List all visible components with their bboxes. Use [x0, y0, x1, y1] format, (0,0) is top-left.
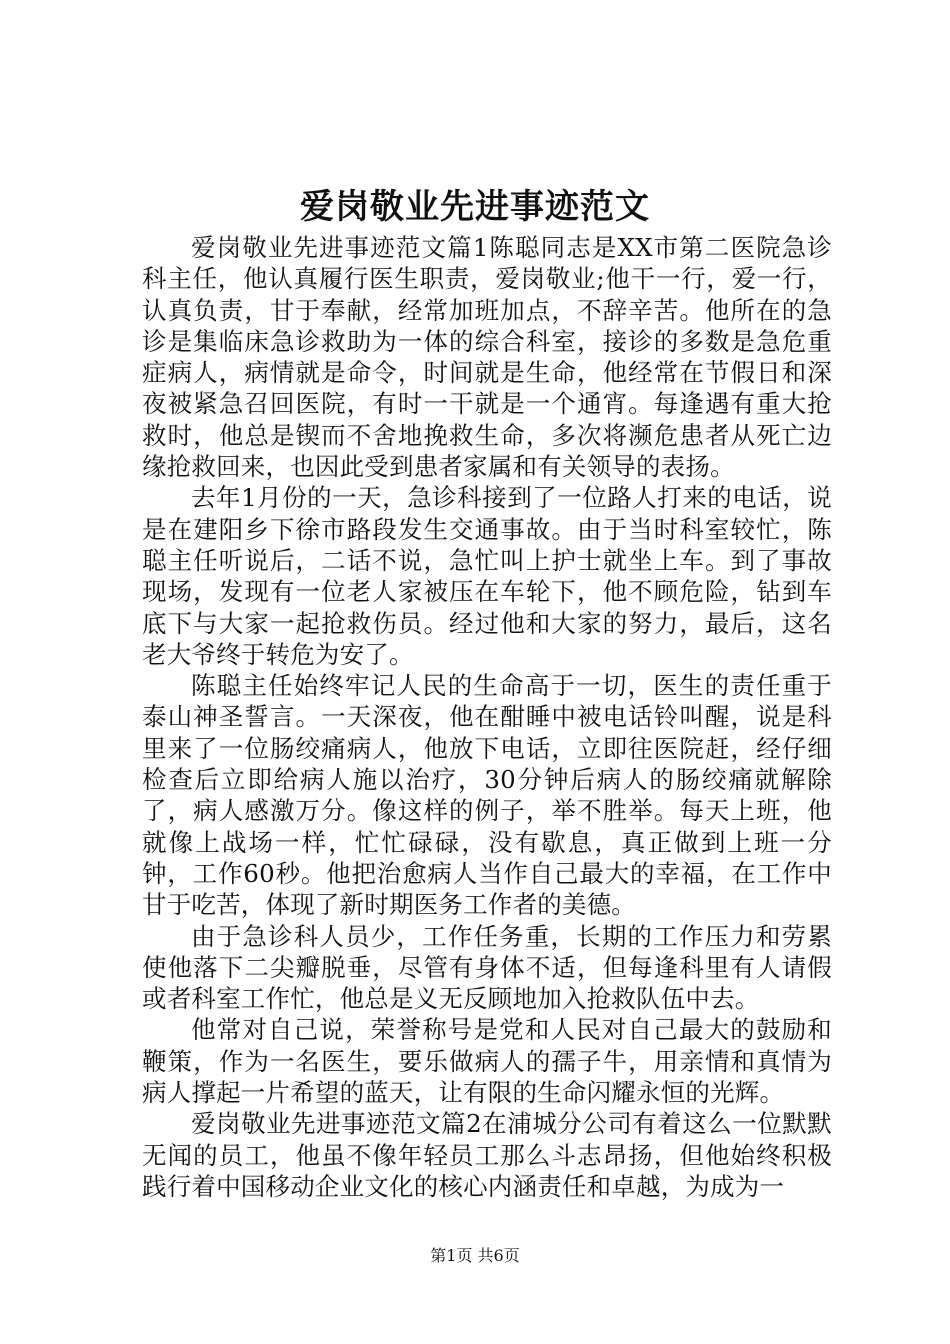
paragraph: 爱岗敬业先进事迹范文篇1陈聪同志是XX市第二医院急诊科主任，他认真履行医生职责，爱岗敬业;他干一行，爱一行，认真负责，甘于奉献，经常加班加点，不辞辛苦。他所在的急诊是集临床急诊救助为一体的综合科室，接诊的多数是急危重症病人，病情就是命令，时间就是生命，他经常在节假日和深夜被紧急召回医院，有时一干就是一个通宵。每逢遇有重大抢救时，他总是锲而不舍地挽救生命，多次将濒危患者从死亡边缘抢救回来，也因此受到患者家属和有关领导的表扬。	[142, 233, 832, 482]
paragraph: 爱岗敬业先进事迹范文篇2在浦城分公司有着这么一位默默无闻的员工，他虽不像年轻员工那么斗志昂扬，但他始终积极践行着中国移动企业文化的核心内涵责任和卓越，为成为一	[142, 1109, 832, 1201]
document-body	[142, 232, 832, 1202]
document-title: 爱岗敬业先进事迹范文	[300, 187, 650, 227]
paragraph: 他常对自己说，荣誉称号是党和人民对自己最大的鼓励和鞭策，作为一名医生，要乐做病人的孺子牛，用亲情和真情为病人撑起一片希望的蓝天，让有限的生命闪耀永恒的光辉。	[142, 1015, 832, 1108]
paragraph: 陈聪主任始终牢记人民的生命高于一切，医生的责任重于泰山神圣誓言。一天深夜，他在酣睡中被电话铃叫醒，说是科里来了一位肠绞痛病人，他放下电话，立即往医院赶，经仔细检查后立即给病人施以治疗，30分钟后病人的肠绞痛就解除了，病人感激万分。像这样的例子，举不胜举。每天上班，他就像上战场一样，忙忙碌碌，没有歇息，真正做到上班一分钟，工作60秒。他把治愈病人当作自己最大的幸福，在工作中甘于吃苦，体现了新时期医务工作者的美德。	[142, 671, 832, 920]
paragraph: 去年1月份的一天，急诊科接到了一位路人打来的电话，说是在建阳乡下徐市路段发生交通事故。由于当时科室较忙，陈聪主任听说后，二话不说，急忙叫上护士就坐上车。到了事故现场，发现有一位老人家被压在车轮下，他不顾危险，钻到车底下与大家一起抢救伤员。经过他和大家的努力，最后，这名老大爷终于转危为安了。	[142, 483, 832, 669]
paragraph: 由于急诊科人员少，工作任务重，长期的工作压力和劳累使他落下二尖瓣脱垂，尽管有身体不适，但每逢科里有人请假或者科室工作忙，他总是义无反顾地加入抢救队伍中去。	[142, 921, 832, 1014]
page-number-footer: 第1页 共6页	[430, 1246, 520, 1265]
